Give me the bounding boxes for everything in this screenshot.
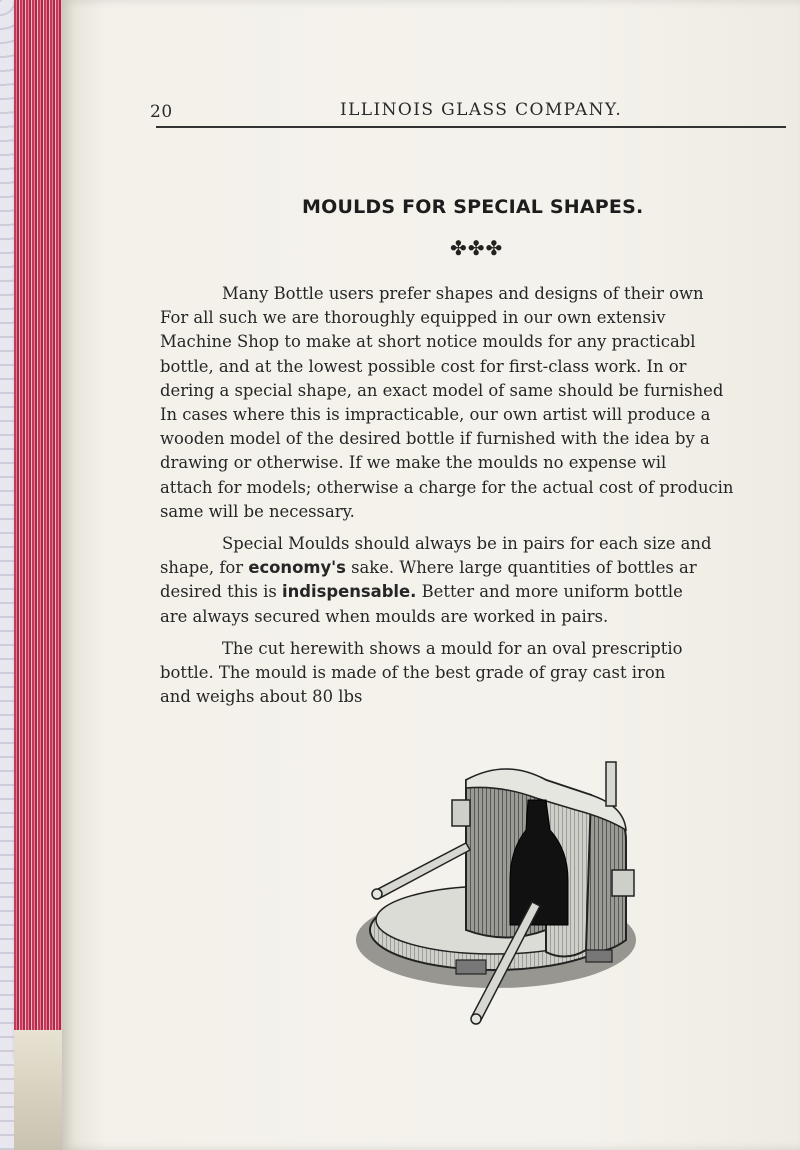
bold-emphasis: economy's	[248, 558, 346, 578]
running-head: ILLINOIS GLASS COMPANY.	[340, 100, 623, 120]
paragraph-line: dering a special shape, an exact model of same should be furnished	[160, 380, 724, 400]
page-number: 20	[150, 102, 173, 122]
book-page	[62, 0, 800, 1150]
paragraph-line: are always secured when moulds are worked in pairs.	[160, 606, 609, 626]
text-run: sake. Where large quantities of bottles ar	[345, 558, 697, 578]
section-title: MOULDS FOR SPECIAL SHAPES.	[302, 196, 644, 218]
paragraph-line	[160, 556, 800, 580]
page-edges	[14, 0, 66, 1060]
paragraph-line: wooden model of the desired bottle if furnished with the idea by a	[160, 429, 710, 449]
paragraph-line: The cut herewith shows a mould for an oval prescriptio	[222, 638, 683, 658]
handle-front-end	[471, 1014, 481, 1024]
body-text	[160, 282, 800, 709]
paragraph-line: Many Bottle users prefer shapes and designs of their own	[222, 284, 704, 303]
paragraph-line: and weighs about 80 lbs	[160, 687, 363, 707]
bold-emphasis: indispensable.	[281, 582, 417, 602]
paragraph-line: drawing or otherwise. If we make the moulds no expense wil	[160, 453, 667, 473]
paragraph-line: Special Moulds should always be in pairs for each size and	[222, 534, 712, 554]
paragraph-line: attach for models; otherwise a charge for the actual cost of producin	[160, 477, 734, 497]
text-run: shape, for	[160, 558, 249, 578]
hinge-pin	[606, 762, 616, 806]
text-run: desired this is	[160, 582, 282, 602]
paragraph-line: same will be necessary.	[160, 501, 355, 521]
paragraph-line: bottle. The mould is made of the best grade of gray cast iron	[160, 663, 666, 683]
base-foot	[456, 960, 486, 974]
paragraph-line: bottle, and at the lowest possible cost for first-class work. In or	[160, 356, 687, 376]
paragraph-line: Machine Shop to make at short notice moulds for any practicabl	[160, 332, 696, 352]
text-run: Better and more uniform bottle	[416, 582, 683, 602]
mould-illustration	[306, 740, 666, 1030]
ornament: ✤✤✤	[450, 236, 504, 260]
mould-lug	[612, 870, 634, 896]
base-foot	[586, 950, 612, 962]
handle-left-end	[372, 889, 382, 899]
paragraph-line	[160, 580, 800, 604]
mould-lug	[452, 800, 470, 826]
paragraph-line: For all such we are thoroughly equipped in our own extensiv	[160, 308, 666, 328]
paragraph-line: In cases where this is impracticable, our own artist will produce a	[160, 405, 711, 425]
header-rule	[156, 126, 786, 128]
